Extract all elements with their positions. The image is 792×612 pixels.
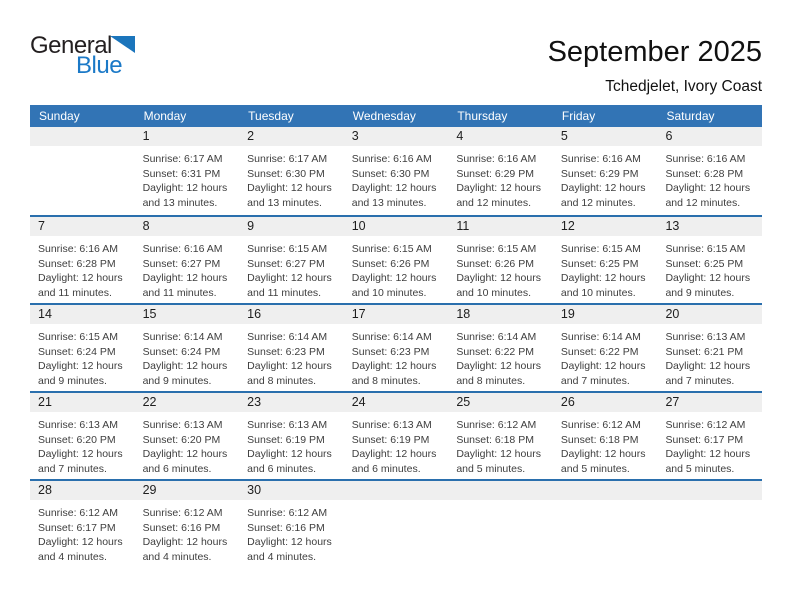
sunrise-text: Sunrise: 6:16 AM xyxy=(456,153,537,165)
daylight-text-line2: and 13 minutes. xyxy=(247,196,322,209)
day-number: 5 xyxy=(560,129,568,143)
sunrise-text: Sunrise: 6:13 AM xyxy=(351,419,432,431)
daylight-text-line1: Daylight: 12 hours xyxy=(247,182,332,194)
day-details xyxy=(456,330,551,388)
day-number: 3 xyxy=(351,129,359,143)
day-number: 25 xyxy=(456,395,471,409)
week-cells xyxy=(30,127,762,215)
day-number: 15 xyxy=(142,307,157,321)
daylight-text-line1: Daylight: 12 hours xyxy=(38,272,123,284)
day-cell xyxy=(239,305,344,391)
day-number: 12 xyxy=(560,219,575,233)
day-number: 16 xyxy=(247,307,262,321)
day-number: 30 xyxy=(247,483,262,497)
sunrise-text: Sunrise: 6:13 AM xyxy=(142,419,223,431)
daylight-text-line2: and 12 minutes. xyxy=(665,196,741,209)
day-details xyxy=(247,506,342,564)
day-number: 24 xyxy=(351,395,366,409)
day-cell xyxy=(30,481,135,567)
sunset-text: Sunset: 6:16 PM xyxy=(142,521,221,534)
day-details xyxy=(561,242,656,300)
day-details xyxy=(352,152,447,210)
sunset-text: Sunset: 6:26 PM xyxy=(456,257,534,270)
daylight-text-line2: and 4 minutes. xyxy=(247,550,317,563)
daylight-text-line2: and 4 minutes. xyxy=(38,550,107,563)
day-number: 4 xyxy=(456,129,464,143)
daylight-text-line1: Daylight: 12 hours xyxy=(38,536,123,548)
day-details xyxy=(352,330,447,388)
sunset-text: Sunset: 6:31 PM xyxy=(142,167,221,180)
daylight-text-line1: Daylight: 12 hours xyxy=(665,272,751,284)
sunset-text: Sunset: 6:30 PM xyxy=(351,167,430,180)
daylight-text-line2: and 7 minutes. xyxy=(38,462,107,475)
sunset-text: Sunset: 6:17 PM xyxy=(38,521,116,534)
daylight-text-line2: and 8 minutes. xyxy=(351,374,421,387)
daylight-text-line1: Daylight: 12 hours xyxy=(560,272,646,284)
daylight-text-line1: Daylight: 12 hours xyxy=(456,448,541,460)
weekday-header-wednesday: Wednesday xyxy=(352,109,416,123)
sunrise-text: Sunrise: 6:16 AM xyxy=(142,243,223,255)
general-blue-logo xyxy=(30,34,135,78)
logo-word-blue: Blue xyxy=(76,52,123,79)
sunset-text: Sunset: 6:18 PM xyxy=(456,433,534,446)
daylight-text-line1: Daylight: 12 hours xyxy=(665,182,751,194)
sunset-text: Sunset: 6:29 PM xyxy=(560,167,639,180)
sunset-text: Sunset: 6:21 PM xyxy=(665,345,744,358)
sunrise-text: Sunrise: 6:15 AM xyxy=(665,243,746,255)
day-cell xyxy=(657,305,762,391)
day-details xyxy=(143,242,238,300)
day-details xyxy=(143,418,238,476)
day-cell xyxy=(135,305,240,391)
day-details xyxy=(561,418,656,476)
sunrise-text: Sunrise: 6:15 AM xyxy=(456,243,537,255)
day-details xyxy=(665,242,760,300)
day-number: 21 xyxy=(38,395,52,409)
sunrise-text: Sunrise: 6:12 AM xyxy=(665,419,746,431)
weekday-header-thursday: Thursday xyxy=(457,109,508,123)
day-number: 14 xyxy=(38,307,52,321)
day-cell xyxy=(135,393,240,479)
sunset-text: Sunset: 6:27 PM xyxy=(142,257,221,270)
sunrise-text: Sunrise: 6:13 AM xyxy=(665,331,746,343)
day-number: 11 xyxy=(456,219,470,233)
empty-day-cell xyxy=(657,481,762,567)
day-cell xyxy=(30,217,135,303)
sunrise-text: Sunrise: 6:12 AM xyxy=(560,419,641,431)
daylight-text-line1: Daylight: 12 hours xyxy=(247,536,332,548)
daylight-text-line1: Daylight: 12 hours xyxy=(142,182,228,194)
daylight-text-line1: Daylight: 12 hours xyxy=(351,182,437,194)
daylight-text-line2: and 6 minutes. xyxy=(247,462,317,475)
daylight-text-line1: Daylight: 12 hours xyxy=(38,360,123,372)
day-number: 17 xyxy=(351,307,366,321)
sunrise-text: Sunrise: 6:12 AM xyxy=(142,507,223,519)
sunrise-text: Sunrise: 6:12 AM xyxy=(456,419,537,431)
sunset-text: Sunset: 6:23 PM xyxy=(351,345,430,358)
logo-word-general: General xyxy=(30,32,112,59)
day-number: 13 xyxy=(665,219,680,233)
day-cell xyxy=(657,217,762,303)
day-cell xyxy=(30,393,135,479)
daylight-text-line2: and 5 minutes. xyxy=(456,462,526,475)
sunrise-text: Sunrise: 6:17 AM xyxy=(247,153,328,165)
daylight-text-line1: Daylight: 12 hours xyxy=(142,272,228,284)
day-cell xyxy=(135,217,240,303)
sunset-text: Sunset: 6:20 PM xyxy=(38,433,116,446)
sunset-text: Sunset: 6:29 PM xyxy=(456,167,534,180)
day-details xyxy=(456,242,551,300)
sunset-text: Sunset: 6:22 PM xyxy=(560,345,639,358)
day-cell xyxy=(344,305,449,391)
day-cell xyxy=(239,481,344,567)
sunset-text: Sunset: 6:25 PM xyxy=(665,257,744,270)
daylight-text-line2: and 7 minutes. xyxy=(665,374,735,387)
day-details xyxy=(143,330,238,388)
empty-day-cell xyxy=(344,481,449,567)
daylight-text-line2: and 7 minutes. xyxy=(560,374,630,387)
sunset-text: Sunset: 6:30 PM xyxy=(247,167,325,180)
day-details xyxy=(665,152,760,210)
sunrise-text: Sunrise: 6:14 AM xyxy=(560,331,641,343)
calendar-table xyxy=(30,105,762,567)
sunset-text: Sunset: 6:28 PM xyxy=(665,167,744,180)
daylight-text-line1: Daylight: 12 hours xyxy=(142,536,228,548)
daylight-text-line1: Daylight: 12 hours xyxy=(247,360,332,372)
day-cell xyxy=(30,305,135,391)
daylight-text-line1: Daylight: 12 hours xyxy=(560,182,646,194)
daylight-text-line2: and 11 minutes. xyxy=(247,286,322,299)
day-cell xyxy=(344,217,449,303)
daylight-text-line2: and 8 minutes. xyxy=(456,374,526,387)
day-details xyxy=(456,152,551,210)
sunrise-text: Sunrise: 6:13 AM xyxy=(247,419,328,431)
day-details xyxy=(247,242,342,300)
week-cells xyxy=(30,305,762,391)
week-row xyxy=(30,479,762,567)
day-details xyxy=(456,418,551,476)
daylight-text-line1: Daylight: 12 hours xyxy=(560,360,646,372)
daylight-text-line1: Daylight: 12 hours xyxy=(38,448,123,460)
daylight-text-line1: Daylight: 12 hours xyxy=(351,272,437,284)
sunset-text: Sunset: 6:22 PM xyxy=(456,345,534,358)
day-cell xyxy=(657,393,762,479)
day-cell xyxy=(448,305,553,391)
day-number: 10 xyxy=(351,219,366,233)
daylight-text-line2: and 5 minutes. xyxy=(665,462,735,475)
daylight-text-line2: and 9 minutes. xyxy=(665,286,735,299)
daylight-text-line2: and 6 minutes. xyxy=(351,462,421,475)
sunset-text: Sunset: 6:17 PM xyxy=(665,433,744,446)
day-details xyxy=(143,506,238,564)
day-details xyxy=(561,152,656,210)
day-cell xyxy=(239,217,344,303)
sunset-text: Sunset: 6:16 PM xyxy=(247,521,325,534)
daylight-text-line2: and 10 minutes. xyxy=(351,286,427,299)
daylight-text-line2: and 13 minutes. xyxy=(351,196,427,209)
sunset-text: Sunset: 6:27 PM xyxy=(247,257,325,270)
sunset-text: Sunset: 6:20 PM xyxy=(142,433,221,446)
daylight-text-line1: Daylight: 12 hours xyxy=(351,448,437,460)
daylight-text-line1: Daylight: 12 hours xyxy=(142,448,228,460)
day-cell xyxy=(135,127,240,215)
sunset-text: Sunset: 6:28 PM xyxy=(38,257,116,270)
daylight-text-line2: and 9 minutes. xyxy=(142,374,212,387)
week-row xyxy=(30,391,762,479)
daylight-text-line2: and 12 minutes. xyxy=(456,196,532,209)
week-cells xyxy=(30,217,762,303)
daylight-text-line2: and 11 minutes. xyxy=(142,286,217,299)
day-details xyxy=(247,152,342,210)
day-details xyxy=(38,506,133,564)
calendar-weeks xyxy=(30,127,762,567)
day-cell xyxy=(553,217,658,303)
sunset-text: Sunset: 6:19 PM xyxy=(247,433,325,446)
day-details xyxy=(665,330,760,388)
day-details xyxy=(561,330,656,388)
day-cell xyxy=(448,217,553,303)
daylight-text-line2: and 5 minutes. xyxy=(560,462,630,475)
day-details xyxy=(352,242,447,300)
day-number: 2 xyxy=(247,129,255,143)
day-details xyxy=(665,418,760,476)
day-number: 22 xyxy=(142,395,157,409)
day-cell xyxy=(344,127,449,215)
day-number: 18 xyxy=(456,307,471,321)
sunset-text: Sunset: 6:24 PM xyxy=(142,345,221,358)
daylight-text-line1: Daylight: 12 hours xyxy=(247,448,332,460)
page-title: September 2025 xyxy=(547,36,762,68)
sunrise-text: Sunrise: 6:16 AM xyxy=(351,153,432,165)
daylight-text-line1: Daylight: 12 hours xyxy=(665,360,751,372)
day-number: 9 xyxy=(247,219,255,233)
day-number: 19 xyxy=(560,307,575,321)
daylight-text-line2: and 13 minutes. xyxy=(142,196,218,209)
daylight-text-line2: and 10 minutes. xyxy=(560,286,636,299)
daylight-text-line1: Daylight: 12 hours xyxy=(247,272,332,284)
week-cells xyxy=(30,393,762,479)
day-number: 6 xyxy=(665,129,673,143)
day-details xyxy=(143,152,238,210)
weekday-header-row xyxy=(30,105,762,127)
daylight-text-line1: Daylight: 12 hours xyxy=(560,448,646,460)
week-cells xyxy=(30,481,762,567)
day-number: 26 xyxy=(560,395,575,409)
day-details xyxy=(247,418,342,476)
day-cell xyxy=(553,305,658,391)
week-row xyxy=(30,215,762,303)
empty-day-cell xyxy=(553,481,658,567)
daylight-text-line1: Daylight: 12 hours xyxy=(456,272,541,284)
sunrise-text: Sunrise: 6:13 AM xyxy=(38,419,118,431)
day-cell xyxy=(553,393,658,479)
daylight-text-line2: and 12 minutes. xyxy=(560,196,636,209)
day-number: 20 xyxy=(665,307,680,321)
daylight-text-line2: and 6 minutes. xyxy=(142,462,212,475)
empty-day-cell xyxy=(448,481,553,567)
sunset-text: Sunset: 6:23 PM xyxy=(247,345,325,358)
daylight-text-line1: Daylight: 12 hours xyxy=(351,360,437,372)
weekday-header-monday: Monday xyxy=(143,109,187,123)
day-number: 28 xyxy=(38,483,52,497)
day-cell xyxy=(344,393,449,479)
sunrise-text: Sunrise: 6:15 AM xyxy=(38,331,118,343)
day-number: 23 xyxy=(247,395,262,409)
sunrise-text: Sunrise: 6:17 AM xyxy=(142,153,223,165)
sunset-text: Sunset: 6:25 PM xyxy=(560,257,639,270)
day-details xyxy=(247,330,342,388)
daylight-text-line1: Daylight: 12 hours xyxy=(456,182,541,194)
sunrise-text: Sunrise: 6:14 AM xyxy=(456,331,537,343)
weekday-header-saturday: Saturday xyxy=(666,109,715,123)
sunset-text: Sunset: 6:18 PM xyxy=(560,433,639,446)
daylight-text-line1: Daylight: 12 hours xyxy=(142,360,228,372)
day-details xyxy=(38,418,133,476)
weekday-header-tuesday: Tuesday xyxy=(248,109,294,123)
day-number: 29 xyxy=(142,483,157,497)
day-number: 27 xyxy=(665,395,680,409)
daylight-text-line2: and 10 minutes. xyxy=(456,286,532,299)
week-row xyxy=(30,303,762,391)
sunrise-text: Sunrise: 6:15 AM xyxy=(247,243,328,255)
day-cell xyxy=(239,393,344,479)
weekday-header-sunday: Sunday xyxy=(39,109,80,123)
week-row xyxy=(30,127,762,215)
day-cell xyxy=(135,481,240,567)
day-cell xyxy=(657,127,762,215)
day-details xyxy=(38,242,133,300)
daylight-text-line2: and 9 minutes. xyxy=(38,374,107,387)
daylight-text-line2: and 8 minutes. xyxy=(247,374,317,387)
logo-triangle-icon xyxy=(110,36,135,53)
day-number: 8 xyxy=(142,219,150,233)
header-titles xyxy=(548,36,762,96)
weekday-header-friday: Friday xyxy=(561,109,596,123)
sunrise-text: Sunrise: 6:14 AM xyxy=(351,331,432,343)
daylight-text-line2: and 11 minutes. xyxy=(38,286,112,299)
sunrise-text: Sunrise: 6:16 AM xyxy=(665,153,746,165)
sunset-text: Sunset: 6:24 PM xyxy=(38,345,116,358)
sunrise-text: Sunrise: 6:14 AM xyxy=(247,331,328,343)
day-details xyxy=(352,418,447,476)
day-details xyxy=(38,330,133,388)
sunrise-text: Sunrise: 6:16 AM xyxy=(38,243,118,255)
day-number: 7 xyxy=(38,219,45,233)
sunset-text: Sunset: 6:26 PM xyxy=(351,257,430,270)
page-subtitle: Tchedjelet, Ivory Coast xyxy=(605,78,762,95)
sunrise-text: Sunrise: 6:12 AM xyxy=(247,507,328,519)
day-cell xyxy=(448,127,553,215)
daylight-text-line1: Daylight: 12 hours xyxy=(456,360,541,372)
day-cell xyxy=(239,127,344,215)
daylight-text-line1: Daylight: 12 hours xyxy=(665,448,751,460)
sunrise-text: Sunrise: 6:12 AM xyxy=(38,507,118,519)
empty-day-cell xyxy=(30,127,135,215)
sunrise-text: Sunrise: 6:15 AM xyxy=(560,243,641,255)
sunrise-text: Sunrise: 6:14 AM xyxy=(142,331,223,343)
sunrise-text: Sunrise: 6:16 AM xyxy=(560,153,641,165)
day-number: 1 xyxy=(142,129,150,143)
day-cell xyxy=(553,127,658,215)
day-cell xyxy=(448,393,553,479)
daylight-text-line2: and 4 minutes. xyxy=(142,550,212,563)
sunset-text: Sunset: 6:19 PM xyxy=(351,433,430,446)
sunrise-text: Sunrise: 6:15 AM xyxy=(351,243,432,255)
